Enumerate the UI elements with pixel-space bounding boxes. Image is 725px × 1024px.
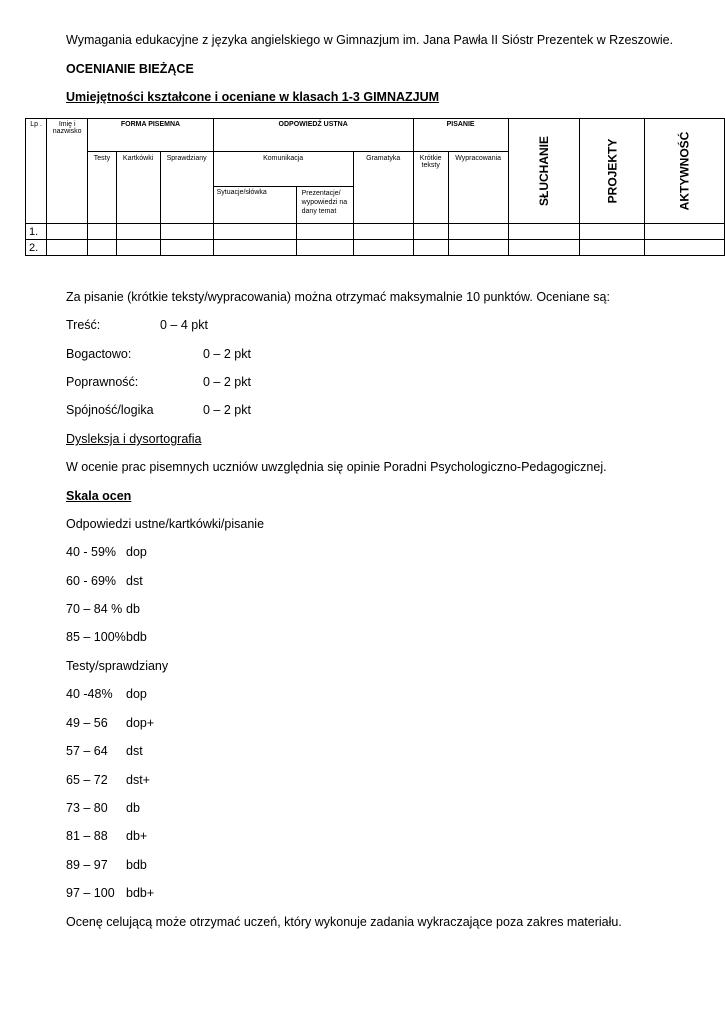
- scale-range: 65 – 72: [66, 773, 108, 787]
- table-row: [26, 224, 725, 240]
- scale-grade: dop+: [126, 716, 155, 730]
- lp-header: Lp .: [26, 119, 47, 224]
- komunikacja-header: Komunikacja: [213, 152, 353, 187]
- criterion-points: 0 – 2 pkt: [203, 403, 251, 417]
- celujaca-note: Ocenę celującą może otrzymać uczeń, który wykonuje zadania wykraczające poza zakres materiału.: [66, 915, 622, 929]
- scale-range: 40 - 59%: [66, 545, 117, 559]
- criterion-name: Spójność/logika: [66, 403, 154, 417]
- dysleksja-text: W ocenie prac pisemnych uczniów uwzględnia się opinie Poradni Psychologiczno-Pedagogicznej.: [66, 460, 607, 474]
- krotkie-teksty-header: Krótkie teksty: [413, 152, 448, 224]
- sluchanie-header: SŁUCHANIE: [508, 119, 579, 224]
- document-header: Wymagania edukacyjne z języka angielskiego w Gimnazjum im. Jana Pawła II Sióstr Prezentek w Rzeszowie.: [66, 33, 674, 47]
- scale-grade: bdb: [126, 630, 147, 644]
- gramatyka-header: Gramatyka: [353, 152, 413, 224]
- scale-range: 49 – 56: [66, 716, 108, 730]
- scale-range: 73 – 80: [66, 801, 108, 815]
- scale-range: 40 -48%: [66, 687, 113, 701]
- projekty-header: PROJEKTY: [579, 119, 645, 224]
- pisanie-intro: Za pisanie (krótkie teksty/wypracowania) można otrzymać maksymalnie 10 punktów. Oceniane są:: [66, 290, 610, 304]
- dysleksja-heading: Dysleksja i dysortografia: [66, 432, 202, 446]
- criterion-points: 0 – 2 pkt: [203, 347, 251, 361]
- criterion-points: 0 – 4 pkt: [160, 318, 208, 332]
- scale-grade: db: [126, 602, 140, 616]
- sprawdziany-header: Sprawdziany: [160, 152, 213, 224]
- testy-header: Testy: [88, 152, 116, 224]
- row-number: 1.: [26, 224, 47, 240]
- scale-range: 97 – 100: [66, 886, 115, 900]
- odpowiedz-ustna-header: ODPOWIEDŹ USTNA: [213, 119, 413, 152]
- sytuacje-header: Sytuacje/słówka: [213, 187, 296, 224]
- table-subtitle: Umiejętności kształcone i oceniane w klasach 1-3 GIMNAZJUM: [66, 90, 440, 104]
- skala-heading: Skala ocen: [66, 489, 132, 503]
- scale-grade: dst: [126, 744, 143, 758]
- scale-range: 85 – 100%: [66, 630, 126, 644]
- forma-pisemna-header: FORMA PISEMNA: [88, 119, 213, 152]
- criterion-name: Treść:: [66, 318, 101, 332]
- section-title: OCENIANIE BIEŻĄCE: [66, 62, 194, 76]
- assessment-table: [25, 118, 725, 256]
- scale-range: 81 – 88: [66, 829, 108, 843]
- scale-grade: dop: [126, 545, 147, 559]
- kartkowki-header: Kartkówki: [116, 152, 160, 224]
- group2-label: Testy/sprawdziany: [66, 659, 169, 673]
- scale-grade: bdb: [126, 858, 147, 872]
- scale-grade: dop: [126, 687, 147, 701]
- scale-grade: dst+: [126, 773, 150, 787]
- group1-label: Odpowiedzi ustne/kartkówki/pisanie: [66, 517, 265, 531]
- aktywnosc-header: AKTYWNOŚĆ: [645, 119, 725, 224]
- scale-grade: db+: [126, 829, 148, 843]
- row-number: 2.: [26, 240, 47, 256]
- scale-grade: db: [126, 801, 140, 815]
- scale-grade: bdb+: [126, 886, 155, 900]
- scale-range: 89 – 97: [66, 858, 108, 872]
- scale-range: 60 - 69%: [66, 574, 117, 588]
- prezentacje-header: Prezentacje/ wypowiedzi na dany temat: [296, 187, 353, 224]
- criterion-name: Bogactowo:: [66, 347, 132, 361]
- scale-range: 57 – 64: [66, 744, 108, 758]
- criterion-points: 0 – 2 pkt: [203, 375, 251, 389]
- wypracowania-header: Wypracowania: [448, 152, 508, 224]
- scale-range: 70 – 84 %: [66, 602, 123, 616]
- pisanie-header: PISANIE: [413, 119, 508, 152]
- table-row: [26, 240, 725, 256]
- scale-grade: dst: [126, 574, 143, 588]
- name-header: Imię i nazwisko: [47, 119, 88, 224]
- criterion-name: Poprawność:: [66, 375, 139, 389]
